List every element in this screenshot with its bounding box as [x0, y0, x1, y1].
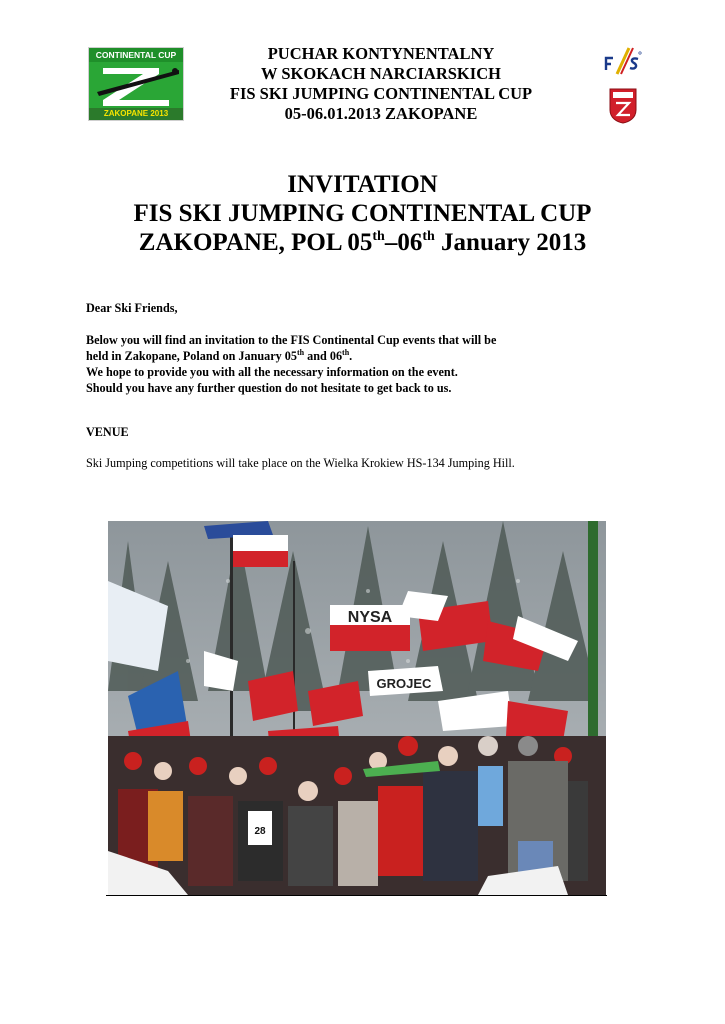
venue-text: Ski Jumping competitions will take place on the Wielka Krokiew HS-134 Jumping Hill. [86, 456, 515, 470]
bib-number: 28 [254, 826, 266, 837]
title-line-invitation: INVITATION [287, 171, 438, 198]
greeting: Dear Ski Friends, [86, 301, 178, 315]
header-line: W SKOKACH NARCIARSKICH [261, 64, 501, 83]
crowd-photo [108, 521, 606, 895]
tzn-logo [609, 88, 637, 124]
title-line-event: FIS SKI JUMPING CONTINENTAL CUP [133, 200, 592, 227]
intro-line: We hope to provide you with all the necessary information on the event. [86, 365, 458, 379]
fis-logo-icon [602, 44, 642, 84]
jumper-icon [89, 62, 183, 108]
ski-jumper-graphic [89, 62, 183, 108]
letterhead [86, 40, 641, 126]
tzn-shield-icon [609, 88, 637, 124]
invitation-title [0, 170, 725, 257]
title-line-dates: ZAKOPANE, POL 05th–06th January 2013 [138, 229, 587, 256]
header-line: 05-06.01.2013 ZAKOPANE [284, 104, 478, 123]
intro-line: Should you have any further question do not hesitate to get back to us. [86, 381, 452, 395]
intro-paragraph [86, 332, 496, 396]
header-title-block [216, 44, 546, 124]
intro-line: Below you will find an invitation to the FIS Continental Cup events that will be [86, 333, 497, 347]
grojec-banner-text: GROJEC [376, 676, 432, 691]
logo-bottom-text: ZAKOPANE 2013 [89, 108, 183, 120]
header-line: PUCHAR KONTYNENTALNY [267, 44, 495, 63]
continental-cup-logo [88, 47, 184, 121]
intro-line: held in Zakopane, Poland on January 05th and 06th. [86, 348, 353, 363]
crowd-photo-illustration [108, 521, 606, 895]
fis-logo [602, 44, 642, 84]
photo-underline [106, 895, 607, 896]
header-line: FIS SKI JUMPING CONTINENTAL CUP [229, 84, 533, 103]
nysa-banner-text: NYSA [347, 609, 393, 626]
logo-band-text: CONTINENTAL CUP [89, 48, 183, 62]
venue-heading: VENUE [86, 425, 129, 439]
